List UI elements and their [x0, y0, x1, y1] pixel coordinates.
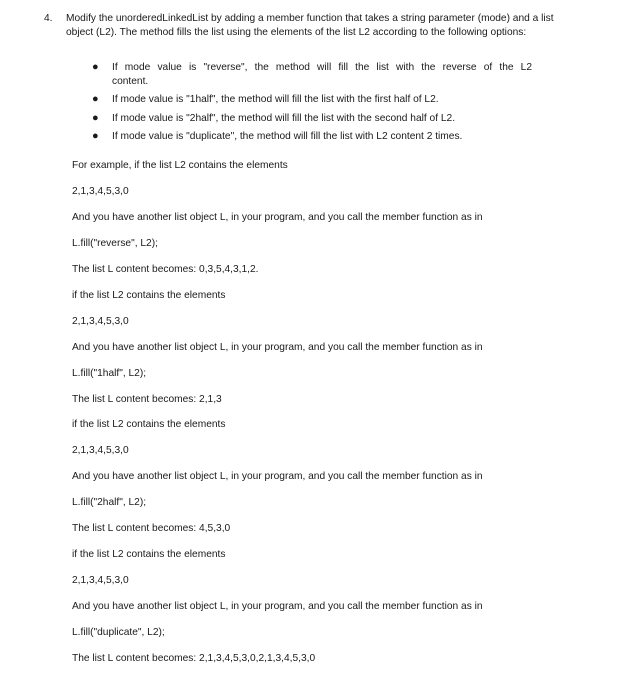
call-intro: And you have another list object L, in your program, and you call the member function as in — [72, 471, 483, 482]
call-intro: And you have another list object L, in your program, and you call the member function as in — [72, 212, 483, 223]
call-intro: And you have another list object L, in your program, and you call the member function as in — [72, 342, 483, 353]
option-text: If mode value is "1half", the method will fill the list with the first half of L2. — [112, 94, 439, 106]
result-text: The list L content becomes: 2,1,3,4,5,3,0,2,1,3,4,5,3,0 — [72, 653, 316, 664]
code-call: L.fill("2half", L2); — [72, 497, 147, 508]
result-text: The list L content becomes: 2,1,3 — [72, 394, 222, 405]
list-elements: 2,1,3,4,5,3,0 — [72, 445, 129, 456]
result-text: The list L content becomes: 0,3,5,4,3,1,2. — [72, 264, 259, 275]
code-call: L.fill("duplicate", L2); — [72, 627, 165, 638]
option-item — [92, 130, 532, 144]
example-intro: For example, if the list L2 contains the elements — [72, 160, 288, 171]
condition-text: if the list L2 contains the elements — [72, 549, 226, 560]
question-text: Modify the unorderedLinkedList by adding a member function that takes a string parameter (mode) and a list object (L2). The method fills the list using the elements of the list L2 according to the following options: — [66, 13, 554, 38]
question-number: 4. — [44, 13, 53, 24]
code-call: L.fill("reverse", L2); — [72, 238, 158, 249]
option-text: If mode value is "reverse", the method will fill the list with the reverse of the L2 content. — [112, 62, 532, 87]
condition-text: if the list L2 contains the elements — [72, 290, 226, 301]
list-elements: 2,1,3,4,5,3,0 — [72, 186, 129, 197]
bullet-icon: ● — [92, 111, 99, 124]
option-text: If mode value is "2half", the method will fill the list with the second half of L2. — [112, 112, 456, 124]
result-text: The list L content becomes: 4,5,3,0 — [72, 523, 231, 534]
bullet-icon: ● — [92, 93, 99, 106]
option-text: If mode value is "duplicate", the method will fill the list with L2 content 2 times. — [112, 131, 463, 143]
condition-text: if the list L2 contains the elements — [72, 419, 226, 430]
option-item — [92, 112, 532, 126]
option-item — [92, 93, 532, 107]
options-list — [92, 61, 532, 149]
list-elements: 2,1,3,4,5,3,0 — [72, 575, 129, 586]
option-item — [92, 61, 532, 88]
bullet-icon: ● — [92, 61, 99, 73]
list-elements: 2,1,3,4,5,3,0 — [72, 316, 129, 327]
call-intro: And you have another list object L, in your program, and you call the member function as in — [72, 601, 483, 612]
bullet-icon: ● — [92, 130, 99, 143]
code-call: L.fill("1half", L2); — [72, 368, 147, 379]
